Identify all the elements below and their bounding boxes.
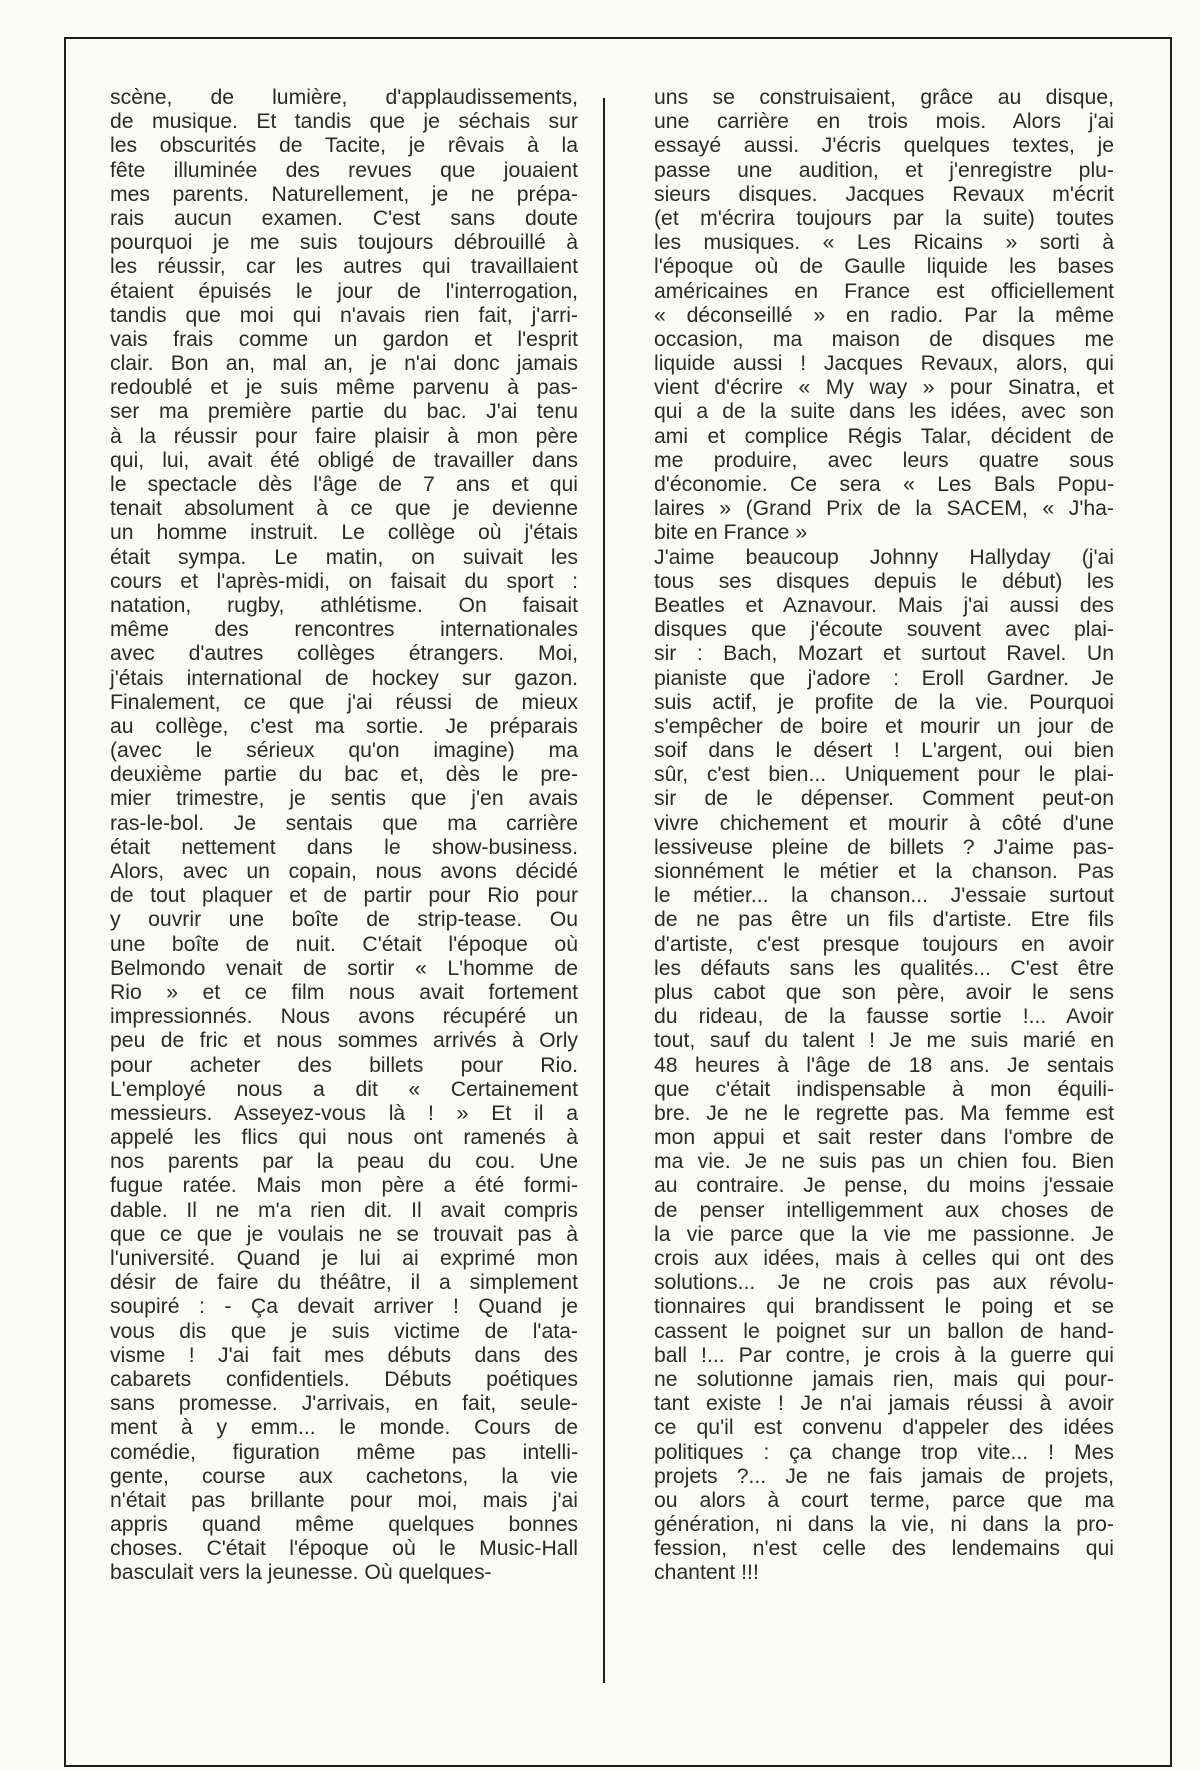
text-line: le métier... la chanson... J'essaie surtout [654,884,1114,908]
text-line: appelé les flics qui nous ont ramenés à [110,1126,578,1150]
text-line: me produire, avec leurs quatre sous [654,448,1114,472]
text-line: de penser intelligemment aux choses de [654,1198,1114,1222]
text-line: laires » (Grand Prix de la SACEM, « J'ha- [654,497,1114,521]
text-line: soif dans le désert ! L'argent, oui bien [654,739,1114,763]
text-line: Rio » et ce film nous avait fortement [110,980,578,1004]
text-line: plus cabot que son père, avoir le sens [654,980,1114,1004]
text-line: était nettement dans le show-business. [110,835,578,859]
text-line: 48 heures à l'âge de 18 ans. Je sentais [654,1053,1114,1077]
text-line: ball !... Par contre, je crois à la guerre qui [654,1343,1114,1367]
text-line: ce qu'il est convenu d'appeler des idées [654,1416,1114,1440]
text-line: sir : Bach, Mozart et surtout Ravel. Un [654,642,1114,666]
text-line: d'économie. Ce sera « Les Bals Popu- [654,473,1114,496]
text-line: sir de le dépenser. Comment peut-on [654,787,1114,811]
text-line: cabarets confidentiels. Débuts poétiques [110,1367,578,1391]
text-line: ne solutionne jamais rien, mais qui pour- [654,1367,1114,1391]
text-line: j'étais international de hockey sur gazon. [110,666,578,690]
text-line: qui, lui, avait été obligé de travailler dans [110,448,578,472]
text-line: mier trimestre, je sentis que j'en avais [110,787,578,811]
text-line: américaines en France est officiellement [654,279,1114,303]
text-line: soupiré : - Ça devait arriver ! Quand je [110,1295,578,1319]
text-line: scène, de lumière, d'applaudissements, [110,86,578,109]
text-line: uns se construisaient, grâce au disque, [654,86,1114,109]
text-line: comédie, figuration même pas intelli- [110,1440,578,1464]
text-line: au collège, c'est ma sortie. Je préparais [110,714,578,738]
text-line: crois aux idées, mais à celles qui ont des [654,1247,1114,1270]
text-line: y ouvrir une boîte de strip-tease. Ou [110,908,578,932]
text-line: nos parents par la peau du cou. Une [110,1150,578,1174]
text-line: politiques : ça change trop vite... ! Mes [654,1440,1114,1464]
text-line: appris quand même quelques bonnes [110,1513,578,1537]
text-line: passe une audition, et j'enregistre plu- [654,158,1114,182]
text-line: la vie parce que la vie me passionne. Je [654,1222,1114,1246]
text-line: peu de fric et nous sommes arrivés à Orly [110,1029,578,1053]
text-line: était sympa. Le matin, on suivait les [110,545,578,569]
text-line: choses. C'était l'époque où le Music-Hall [110,1537,578,1561]
text-line: mon appui et sait rester dans l'ombre de [654,1126,1114,1150]
text-line: génération, ni dans la vie, ni dans la pro- [654,1513,1114,1537]
text-line: étaient épuisés le jour de l'interrogation, [110,279,578,303]
text-line: du rideau, de la fausse sortie !... Avoir [654,1005,1114,1029]
text-line: cours et l'après-midi, on faisait du sport : [110,569,578,593]
text-line: une boîte de nuit. C'était l'époque où [110,932,578,956]
text-line: Finalement, ce que j'ai réussi de mieux [110,690,578,714]
text-line: fête illuminée des revues que jouaient [110,158,578,182]
text-line: sionnément le métier et la chanson. Pas [654,860,1114,883]
text-line: ma vie. Je ne suis pas un chien fou. Bien [654,1150,1114,1174]
text-line: n'était pas brillante pour moi, mais j'ai [110,1488,578,1512]
text-line: de musique. Et tandis que je séchais sur [110,110,578,134]
text-line: pour acheter des billets pour Rio. [110,1053,578,1077]
text-line: cassent le poignet sur un ballon de hand- [654,1319,1114,1343]
text-line: sans promesse. J'arrivais, en fait, seule- [110,1392,578,1416]
text-line: occasion, ma maison de disques me [654,327,1114,351]
text-line: qui a de la suite dans les idées, avec son [654,400,1114,424]
text-line: fugue ratée. Mais mon père a été formi- [110,1174,578,1198]
text-line: gente, course aux cachetons, la vie [110,1464,578,1488]
text-line: tous ses disques depuis le début) les [654,569,1114,593]
text-line: sieurs disques. Jacques Revaux m'écrit [654,182,1114,206]
column-divider [603,98,605,1683]
text-line: les défauts sans les qualités... C'est être [654,956,1114,980]
text-line: messieurs. Asseyez-vous là ! » Et il a [110,1101,578,1125]
text-line: pianiste que j'adore : Eroll Gardner. Je [654,666,1114,690]
text-line: (et m'écrira toujours par la suite) toutes [654,206,1114,230]
text-line: que ce que je voulais ne se trouvait pas à [110,1222,578,1246]
text-line: le spectacle dès l'âge de 7 ans et qui [110,473,578,496]
text-line: Alors, avec un copain, nous avons décidé [110,860,578,883]
text-line: de ne pas être un fils d'artiste. Etre fils [654,908,1114,932]
text-line: natation, rugby, athlétisme. On faisait [110,593,578,617]
text-line: L'employé nous a dit « Certainement [110,1077,578,1101]
text-line: désir de faire du théâtre, il a simplement [110,1271,578,1295]
text-line: avec d'autres collèges étrangers. Moi, [110,642,578,666]
text-line: les musiques. « Les Ricains » sorti à [654,231,1114,255]
text-line: ou alors à court terme, parce que ma [654,1488,1114,1512]
text-line: bre. Je ne le regrette pas. Ma femme est [654,1101,1114,1125]
text-line: s'empêcher de boire et mourir un jour de [654,714,1114,738]
text-line: basculait vers la jeunesse. Où quelques- [110,1561,492,1585]
text-line: une carrière en trois mois. Alors j'ai [654,110,1114,134]
text-line: ras-le-bol. Je sentais que ma carrière [110,811,578,835]
text-line: tandis que moi qui n'avais rien fait, j'arri- [110,303,578,327]
text-line: les obscurités de Tacite, je rêvais à la [110,134,578,158]
text-line: lessiveuse pleine de billets ? J'aime pas- [654,835,1114,859]
text-line: essayé aussi. J'écris quelques textes, je [654,134,1114,158]
text-line: deuxième partie du bac et, dès le pre- [110,763,578,787]
text-line: ami et complice Régis Talar, décident de [654,424,1114,448]
right-column [654,86,1114,1586]
text-line: mes parents. Naturellement, je ne prépa- [110,182,578,206]
text-line: tout, sauf du talent ! Je me suis marié en [654,1029,1114,1053]
text-line: pourquoi je me suis toujours débrouillé à [110,231,578,255]
text-line: vous dis que je suis victime de l'ata- [110,1319,578,1343]
text-line: visme ! J'ai fait mes débuts dans des [110,1343,578,1367]
text-line: « déconseillé » en radio. Par la même [654,303,1114,327]
text-line: projets ?... Je ne fais jamais de projets, [654,1464,1114,1488]
text-line: tant existe ! Je n'ai jamais réussi à avoir [654,1392,1114,1416]
text-line: solutions... Je ne crois pas aux révolu- [654,1271,1114,1295]
text-line: (avec le sérieux qu'on imagine) ma [110,739,578,763]
text-line: Belmondo venait de sortir « L'homme de [110,956,578,980]
text-line: un homme instruit. Le collège où j'étais [110,521,578,545]
text-line: l'époque où de Gaulle liquide les bases [654,255,1114,279]
text-line: bite en France » [654,521,808,545]
text-line: redoublé et je suis même parvenu à pas- [110,376,578,400]
text-line: au contraire. Je pense, du moins j'essaie [654,1174,1114,1198]
text-line: dable. Il ne m'a rien dit. Il avait compris [110,1198,578,1222]
text-line: chantent !!! [654,1561,759,1585]
text-line: fession, n'est celle des lendemains qui [654,1537,1114,1561]
left-column [110,86,578,1586]
text-line: à la réussir pour faire plaisir à mon père [110,424,578,448]
text-line: d'artiste, c'est presque toujours en avoir [654,932,1114,956]
text-line: clair. Bon an, mal an, je n'ai donc jamais [110,352,578,376]
text-line: que c'était indispensable à mon équili- [654,1077,1114,1101]
text-line: J'aime beaucoup Johnny Hallyday (j'ai [654,545,1114,569]
text-line: tionnaires qui brandissent le poing et se [654,1295,1114,1319]
text-line: ment à y emm... le monde. Cours de [110,1416,578,1440]
text-line: suis actif, je profite de la vie. Pourquoi [654,690,1114,714]
text-line: même des rencontres internationales [110,618,578,642]
text-line: disques que j'écoute souvent avec plai- [654,618,1114,642]
text-line: vais frais comme un gardon et l'esprit [110,327,578,351]
text-line: impressionnés. Nous avons récupéré un [110,1005,578,1029]
text-line: ser ma première partie du bac. J'ai tenu [110,400,578,424]
text-line: de tout plaquer et de partir pour Rio pour [110,884,578,908]
text-line: l'université. Quand je lui ai exprimé mon [110,1247,578,1270]
text-line: vivre chichement et mourir à côté d'une [654,811,1114,835]
text-line: liquide aussi ! Jacques Revaux, alors, qui [654,352,1114,376]
text-line: sûr, c'est bien... Uniquement pour le plai- [654,763,1114,787]
text-line: rais aucun examen. C'est sans doute [110,206,578,230]
text-line: les réussir, car les autres qui travaillaient [110,255,578,279]
text-line: vient d'écrire « My way » pour Sinatra, et [654,376,1114,400]
text-line: Beatles et Aznavour. Mais j'ai aussi des [654,593,1114,617]
text-line: tenait absolument à ce que je devienne [110,497,578,521]
